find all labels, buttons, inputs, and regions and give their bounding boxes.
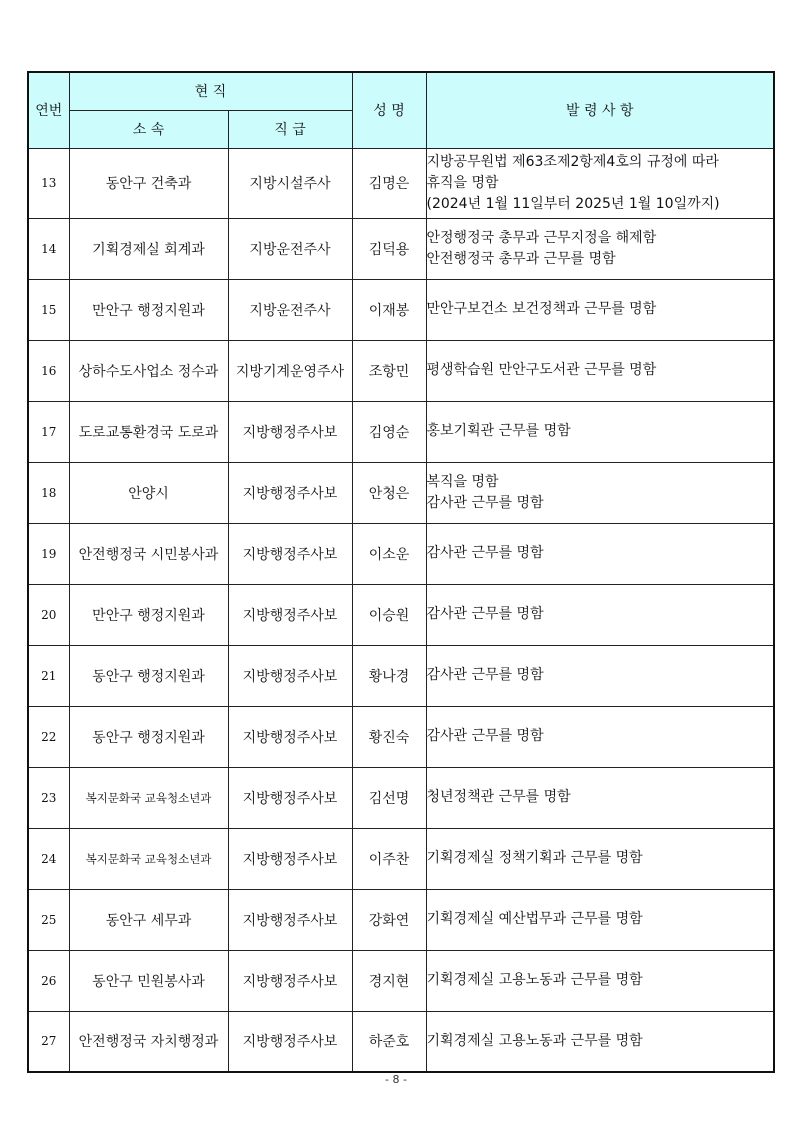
table-row bbox=[28, 950, 774, 1011]
row-number: 24 bbox=[28, 828, 69, 889]
table-row bbox=[28, 279, 774, 340]
affiliation-cell: 안전행정국 시민봉사과 bbox=[69, 523, 228, 584]
rank-cell: 지방행정주사보 bbox=[228, 706, 352, 767]
table-row bbox=[28, 645, 774, 706]
table-row bbox=[28, 340, 774, 401]
row-number: 19 bbox=[28, 523, 69, 584]
row-number: 17 bbox=[28, 401, 69, 462]
order-line: 감사관 근무를 명함 bbox=[426, 606, 544, 622]
affiliation-cell: 동안구 행정지원과 bbox=[69, 645, 228, 706]
affiliation-cell: 안양시 bbox=[69, 462, 228, 523]
order-line: 홍보기획관 근무를 명함 bbox=[426, 423, 571, 439]
row-number: 20 bbox=[28, 584, 69, 645]
order-cell bbox=[426, 767, 774, 828]
rank-cell: 지방행정주사보 bbox=[228, 1011, 352, 1072]
affiliation-cell: 기획경제실 회계과 bbox=[69, 218, 228, 279]
order-cell bbox=[426, 523, 774, 584]
header-current-position: 현 직 bbox=[69, 72, 352, 110]
header-order: 발 령 사 항 bbox=[426, 72, 774, 148]
table-row bbox=[28, 889, 774, 950]
table-row bbox=[28, 523, 774, 584]
order-line: 안전행정국 총무과 근무를 명함 bbox=[426, 250, 616, 267]
name-cell: 김명은 bbox=[352, 148, 426, 218]
table-row bbox=[28, 584, 774, 645]
order-cell bbox=[426, 1011, 774, 1072]
page-number: - 8 - bbox=[385, 1073, 407, 1086]
header-name: 성 명 bbox=[352, 72, 426, 148]
name-cell: 김덕용 bbox=[352, 218, 426, 279]
affiliation-cell: 도로교통환경국 도로과 bbox=[69, 401, 228, 462]
rank-cell: 지방행정주사보 bbox=[228, 523, 352, 584]
affiliation-cell: 만안구 행정지원과 bbox=[69, 584, 228, 645]
affiliation-cell: 복지문화국 교육청소년과 bbox=[69, 767, 228, 828]
order-cell bbox=[426, 828, 774, 889]
order-cell bbox=[426, 889, 774, 950]
affiliation-cell: 복지문화국 교육청소년과 bbox=[69, 828, 228, 889]
row-number: 26 bbox=[28, 950, 69, 1011]
order-line: 기획경제실 예산법무과 근무를 명함 bbox=[426, 911, 643, 927]
rank-cell: 지방기계운영주사 bbox=[228, 340, 352, 401]
order-line: 기획경제실 정책기획과 근무를 명함 bbox=[426, 850, 643, 866]
name-cell: 안청은 bbox=[352, 462, 426, 523]
name-cell: 경지현 bbox=[352, 950, 426, 1011]
order-cell bbox=[426, 401, 774, 462]
table-row bbox=[28, 828, 774, 889]
row-number: 13 bbox=[28, 148, 69, 218]
rank-cell: 지방행정주사보 bbox=[228, 767, 352, 828]
name-cell: 이소운 bbox=[352, 523, 426, 584]
rank-cell: 지방행정주사보 bbox=[228, 889, 352, 950]
row-number: 27 bbox=[28, 1011, 69, 1072]
affiliation-cell: 안전행정국 자치행정과 bbox=[69, 1011, 228, 1072]
rank-cell: 지방행정주사보 bbox=[228, 828, 352, 889]
name-cell: 황나경 bbox=[352, 645, 426, 706]
name-cell: 이재봉 bbox=[352, 279, 426, 340]
order-cell bbox=[426, 584, 774, 645]
rank-cell: 지방운전주사 bbox=[228, 218, 352, 279]
affiliation-cell: 만안구 행정지원과 bbox=[69, 279, 228, 340]
rank-cell: 지방행정주사보 bbox=[228, 584, 352, 645]
rank-cell: 지방시설주사 bbox=[228, 148, 352, 218]
row-number: 14 bbox=[28, 218, 69, 279]
table-row bbox=[28, 148, 774, 218]
row-number: 21 bbox=[28, 645, 69, 706]
affiliation-cell: 동안구 건축과 bbox=[69, 148, 228, 218]
row-number: 22 bbox=[28, 706, 69, 767]
rank-cell: 지방행정주사보 bbox=[228, 401, 352, 462]
order-cell bbox=[426, 706, 774, 767]
table-body bbox=[28, 148, 774, 1072]
order-cell bbox=[426, 462, 774, 523]
table-row bbox=[28, 218, 774, 279]
affiliation-cell: 동안구 민원봉사과 bbox=[69, 950, 228, 1011]
table-row bbox=[28, 767, 774, 828]
header-affiliation: 소 속 bbox=[69, 110, 228, 148]
name-cell: 황진숙 bbox=[352, 706, 426, 767]
rank-cell: 지방행정주사보 bbox=[228, 950, 352, 1011]
row-number: 23 bbox=[28, 767, 69, 828]
name-cell: 강화연 bbox=[352, 889, 426, 950]
name-cell: 이승원 bbox=[352, 584, 426, 645]
row-number: 25 bbox=[28, 889, 69, 950]
rank-cell: 지방행정주사보 bbox=[228, 462, 352, 523]
table-header bbox=[28, 72, 774, 148]
order-line: 기획경제실 고용노동과 근무를 명함 bbox=[426, 1032, 643, 1049]
order-line: 청년정책관 근무를 명함 bbox=[426, 789, 571, 805]
order-line: 감사관 근무를 명함 bbox=[426, 728, 544, 744]
row-number: 16 bbox=[28, 340, 69, 401]
header-index: 연번 bbox=[28, 72, 69, 148]
row-number: 18 bbox=[28, 462, 69, 523]
order-line: 안정행정국 총무과 근무지정을 해제함 bbox=[426, 229, 657, 246]
affiliation-cell: 상하수도사업소 정수과 bbox=[69, 340, 228, 401]
order-cell bbox=[426, 279, 774, 340]
affiliation-cell: 동안구 행정지원과 bbox=[69, 706, 228, 767]
order-line: 복직을 명함 bbox=[426, 473, 499, 490]
order-line: 감사관 근무를 명함 bbox=[426, 494, 544, 511]
order-cell bbox=[426, 950, 774, 1011]
affiliation-cell: 동안구 세무과 bbox=[69, 889, 228, 950]
order-line: 만안구보건소 보건정책과 근무를 명함 bbox=[426, 301, 657, 317]
table-row bbox=[28, 462, 774, 523]
name-cell: 이주찬 bbox=[352, 828, 426, 889]
name-cell: 김선명 bbox=[352, 767, 426, 828]
order-line: 기획경제실 고용노동과 근무를 명함 bbox=[426, 972, 643, 988]
name-cell: 조항민 bbox=[352, 340, 426, 401]
order-line: 감사관 근무를 명함 bbox=[426, 545, 544, 561]
table-row bbox=[28, 706, 774, 767]
header-rank: 직 급 bbox=[228, 110, 352, 148]
order-line: 휴직을 명함 bbox=[426, 174, 499, 191]
name-cell: 하준호 bbox=[352, 1011, 426, 1072]
order-line: 지방공무원법 제63조제2항제4호의 규정에 따라 bbox=[426, 153, 719, 170]
rank-cell: 지방운전주사 bbox=[228, 279, 352, 340]
order-cell bbox=[426, 148, 774, 218]
rank-cell: 지방행정주사보 bbox=[228, 645, 352, 706]
order-cell bbox=[426, 340, 774, 401]
order-cell bbox=[426, 218, 774, 279]
order-line: 감사관 근무를 명함 bbox=[426, 667, 544, 683]
order-cell bbox=[426, 645, 774, 706]
name-cell: 김영순 bbox=[352, 401, 426, 462]
personnel-table bbox=[27, 71, 775, 1073]
order-line: (2024년 1월 11일부터 2025년 1월 10일까지) bbox=[426, 195, 720, 212]
row-number: 15 bbox=[28, 279, 69, 340]
table-row bbox=[28, 1011, 774, 1072]
table-row bbox=[28, 401, 774, 462]
order-line: 평생학습원 만안구도서관 근무를 명함 bbox=[426, 362, 657, 378]
